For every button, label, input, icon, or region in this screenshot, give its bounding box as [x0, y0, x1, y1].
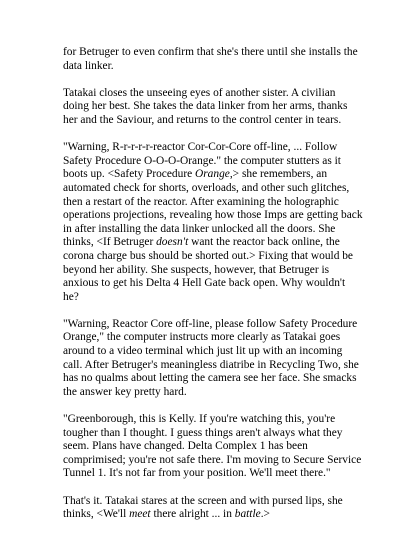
emphasis-doesnt: doesn't [156, 236, 189, 249]
paragraph-kelly-message: "Greenborough, this is Kelly. If you're watching this, you're tougher than I thought. I guess things aren't always what they seem. Plans have changed. Delta Complex 1 has been comprimised; you're not safe there. I'm moving to Secure Service Tunnel 1. It's not far from your position. We'll meet there." [63, 413, 362, 480]
emphasis-battle: battle [234, 508, 261, 521]
paragraph-tatakai-closes-eyes: Tatakai closes the unseeing eyes of another sister. A civilian doing her best. She takes the data linker from her arms, thanks her and the Saviour, and returns to the control center in tears. [63, 86, 348, 126]
paragraph-continuation: for Betruger to even confirm that she's there until she installs the data linker. [63, 46, 358, 72]
emphasis-meet: meet [129, 508, 151, 521]
paragraph-video-terminal: "Warning, Reactor Core off-line, please follow Safety Procedure Orange," the computer instructs more clearly as Tatakai goes around to a video terminal which just lit up with an incoming call. After Betruger's meaningless diatribe in Recycling Two, she has no qualms about letting the camera see her face. She smacks the answer key pretty hard. [63, 317, 359, 398]
document-page [63, 46, 363, 535]
paragraph-closing: That's it. Tatakai stares at the screen and with pursed lips, she thinks, <We'll meet there alright ... in battle.> [63, 494, 343, 521]
emphasis-orange: Orange [195, 168, 230, 181]
paragraph-reactor-warning: "Warning, R-r-r-r-r-reactor Cor-Cor-Core off-line, ... Follow Safety Procedure O-O-O-Orange." the computer stutters as it boots up. <Safety Procedure Orange,> she remembers, an automated check for shorts, overloads, and other such glitches, then a restart of the reactor. After examining the holographic operations projections, revealing how those Imps are getting back in after installing the data linker unlocked all the doors. She thinks, <If Betruger doesn't want the reactor back online, the corona charge bus should be shorted out.> Fixing that would be beyond her ability. She suspects, however, that Betruger is anxious to get his Delta 4 Hell Gate back open. Why wouldn't he? [63, 141, 363, 303]
